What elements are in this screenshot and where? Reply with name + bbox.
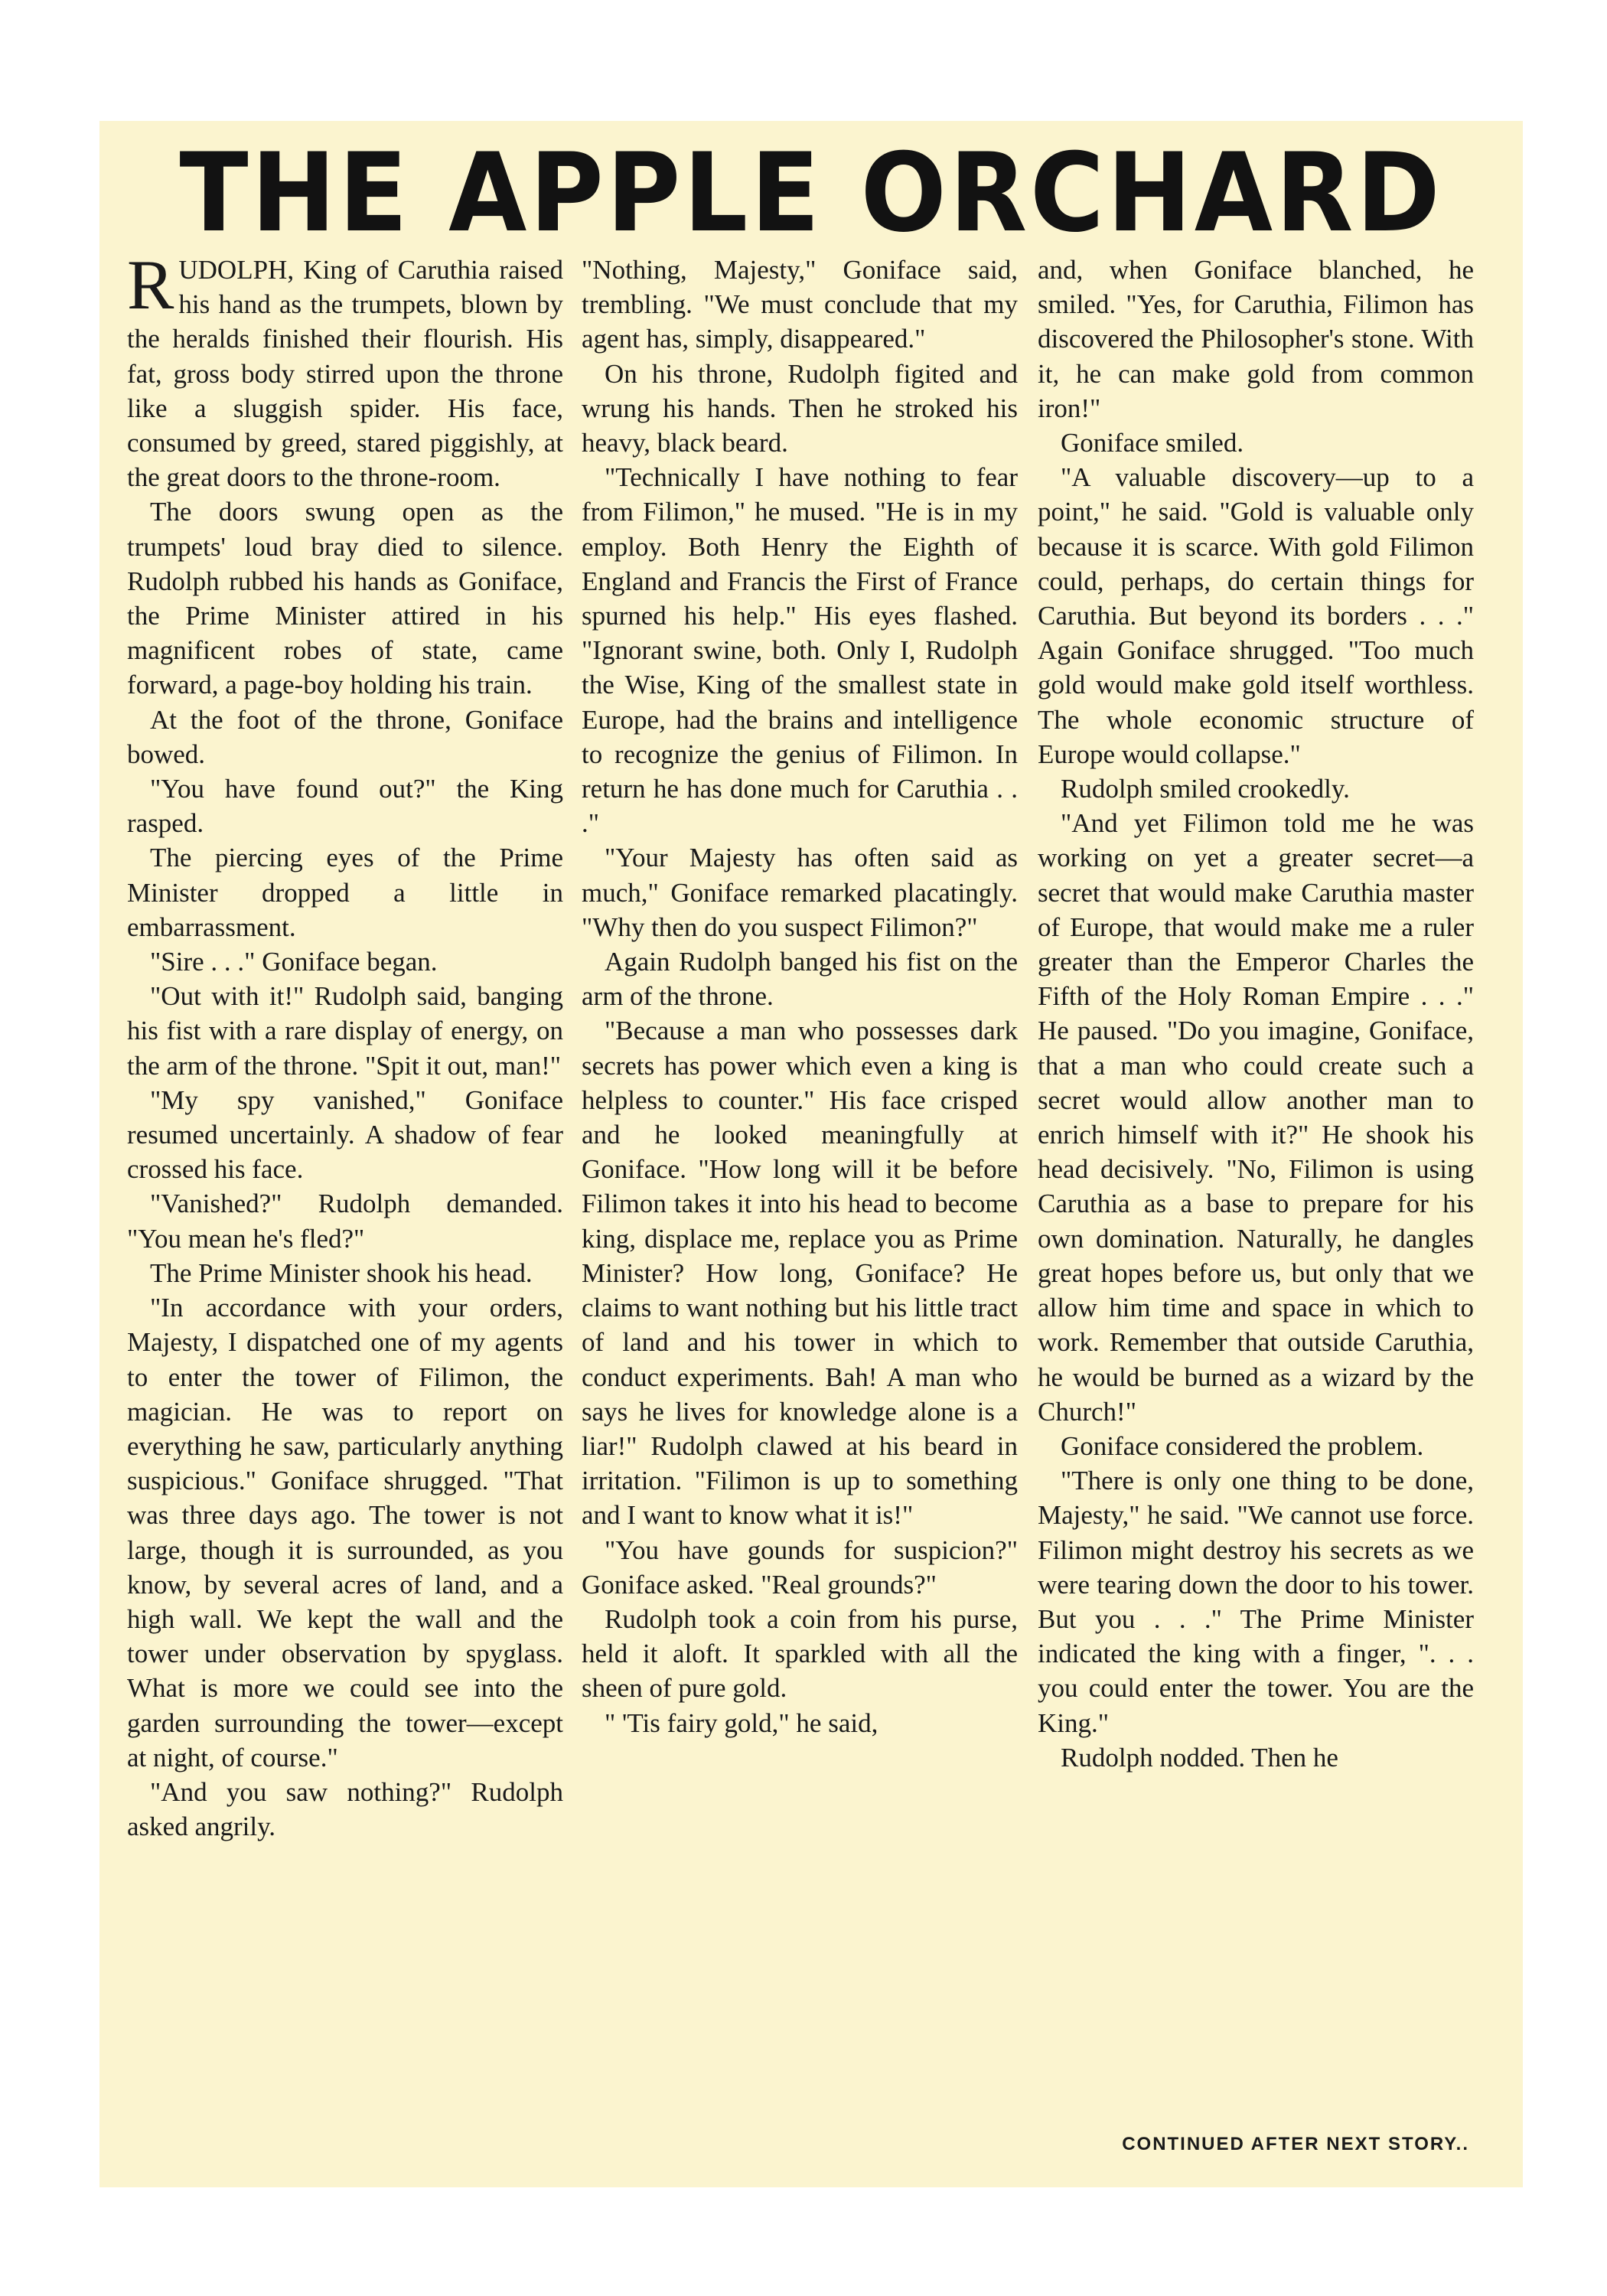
text-column-2 <box>582 253 1018 2128</box>
paragraph: At the foot of the throne, Goniface bowed. <box>127 704 563 769</box>
paragraph: "Nothing, Majesty," Goniface said, trembling. "We must conclude that my agent has, simply, disappeared." <box>582 255 1018 354</box>
paragraph: "Technically I have nothing to fear from Filimon," he mused. "He is in my employ. Both Henry the Eighth of England and Francis the First of France spurned his help." His eyes flashed. "Ignorant swine, both. Only I, Rudolph the Wise, King of the smallest state in Europe, had the brains and intelligence to recognize the genius of Filimon. In return he has done much for Caruthia . . ." <box>582 462 1018 839</box>
paragraph: Rudolph smiled crookedly. <box>1061 774 1350 804</box>
paragraph: "And you saw nothing?" Rudolph asked angrily. <box>127 1776 563 1842</box>
paragraph: "In accordance with your orders, Majesty, I dispatched one of my agents to enter the tower of Filimon, the magician. He was to report on everything he saw, particularly anything suspicious." Goniface shrugged. "That was three days ago. The tower is not large, though it is surrounded, as you know, by several acres of land, and a high wall. We kept the wall and the tower under observation by spyglass. What is more we could see into the garden surrounding the tower—except at night, of course." <box>127 1293 563 1773</box>
paragraph: "My spy vanished," Goniface resumed uncertainly. A shadow of fear crossed his face. <box>127 1084 563 1185</box>
paragraph: "A valuable discovery—up to a point," he said. "Gold is valuable only because it is scarce. With gold Filimon could, perhaps, do certain things for Caruthia. But beyond its borders . . ." Again Goniface shrugged. "Too much gold would make gold itself worthless. The whole economic structure of Europe would collapse." <box>1038 462 1474 769</box>
text-column-3 <box>1038 253 1474 2128</box>
paragraph: Goniface considered the problem. <box>1061 1430 1424 1461</box>
continued-notice: CONTINUED AFTER NEXT STORY.. <box>1122 2134 1469 2154</box>
paragraph: and, when Goniface blanched, he smiled. "Yes, for Caruthia, Filimon has discovered the Philosopher's stone. With it, he can make gold from common iron!" <box>1038 255 1474 423</box>
drop-cap: R <box>127 246 174 324</box>
paragraph: On his throne, Rudolph figited and wrung his hands. Then he stroked his heavy, black beard. <box>582 358 1018 458</box>
paragraph: The piercing eyes of the Prime Minister dropped a little in embarrassment. <box>127 843 563 942</box>
paragraph: "There is only one thing to be done, Majesty," he said. "We cannot use force. Filimon might destroy his secrets as we were tearing down the door to his tower. But you . . ." The Prime Minister indicated the king with a finger, ". . . you could enter the tower. You are the King." <box>1038 1466 1474 1738</box>
story-title: THE APPLE ORCHARD <box>179 130 1443 256</box>
paragraph: Rudolph nodded. Then he <box>1061 1742 1338 1773</box>
paragraph: Rudolph took a coin from his purse, held it aloft. It sparkled with all the sheen of pure gold. <box>582 1603 1018 1704</box>
paragraph: " 'Tis fairy gold," he said, <box>605 1707 878 1738</box>
paragraph: "Vanished?" Rudolph demanded. "You mean he's fled?" <box>127 1189 563 1254</box>
paragraph <box>127 246 563 494</box>
paragraph: Goniface smiled. <box>1061 428 1244 458</box>
paragraph: Again Rudolph banged his fist on the arm of the throne. <box>582 947 1018 1012</box>
paragraph-text: UDOLPH, King of Caruthia raised his hand as the trumpets, blown by the heralds finished their flourish. His fat, gross body stirred upon the throne like a sluggish spider. His face, consumed by greed, stared piggishly, at the great doors to the throne-room. <box>127 255 563 493</box>
paragraph: "Sire . . ." Goniface began. <box>150 947 438 977</box>
paragraph: "Because a man who possesses dark secrets has power which even a king is helpless to counter." His face crisped and he looked meaningfully at Goniface. "How long will it be before Filimon takes it into his head to become king, displace me, replace you as Prime Minister? How long, Goniface? He claims to want nothing but his little tract of land and his tower in which to conduct experiments. Bah! A man who says he lives for knowledge alone is a liar!" Rudolph clawed at his beard in irritation. "Filimon is up to something and I want to know what it is!" <box>582 1016 1018 1531</box>
paragraph: "Your Majesty has often said as much," Goniface remarked placatingly. "Why then do you suspect Filimon?" <box>582 843 1018 942</box>
text-column-1 <box>127 246 563 2128</box>
paragraph: The Prime Minister shook his head. <box>150 1257 533 1288</box>
paragraph: The doors swung open as the trumpets' loud bray died to silence. Rudolph rubbed his hands as Goniface, the Prime Minister attired in his magnificent robes of state, came forward, a page-boy holding his train. <box>127 497 563 700</box>
paragraph: "And yet Filimon told me he was working on yet a greater secret—a secret that would make Caruthia master of Europe, that would make me a ruler greater than the Emperor Charles the Fifth of the Holy Roman Empire . . ." He paused. "Do you imagine, Goniface, that a man who could create such a secret would allow another man to enrich himself with it?" He shook his head decisively. "No, Filimon is using Caruthia as a base to prepare for his own domination. Naturally, he dangles great hopes before us, but only that we allow him time and space in which to work. Remember that outside Caruthia, he would be burned as a wizard by the Church!" <box>1038 808 1474 1427</box>
paragraph: "You have found out?" the King rasped. <box>127 774 563 839</box>
paragraph: "Out with it!" Rudolph said, banging his fist with a rare display of energy, on the arm of the throne. "Spit it out, man!" <box>127 981 563 1081</box>
paragraph: "You have gounds for suspicion?" Goniface asked. "Real grounds?" <box>582 1534 1018 1600</box>
story-page <box>99 121 1523 2187</box>
